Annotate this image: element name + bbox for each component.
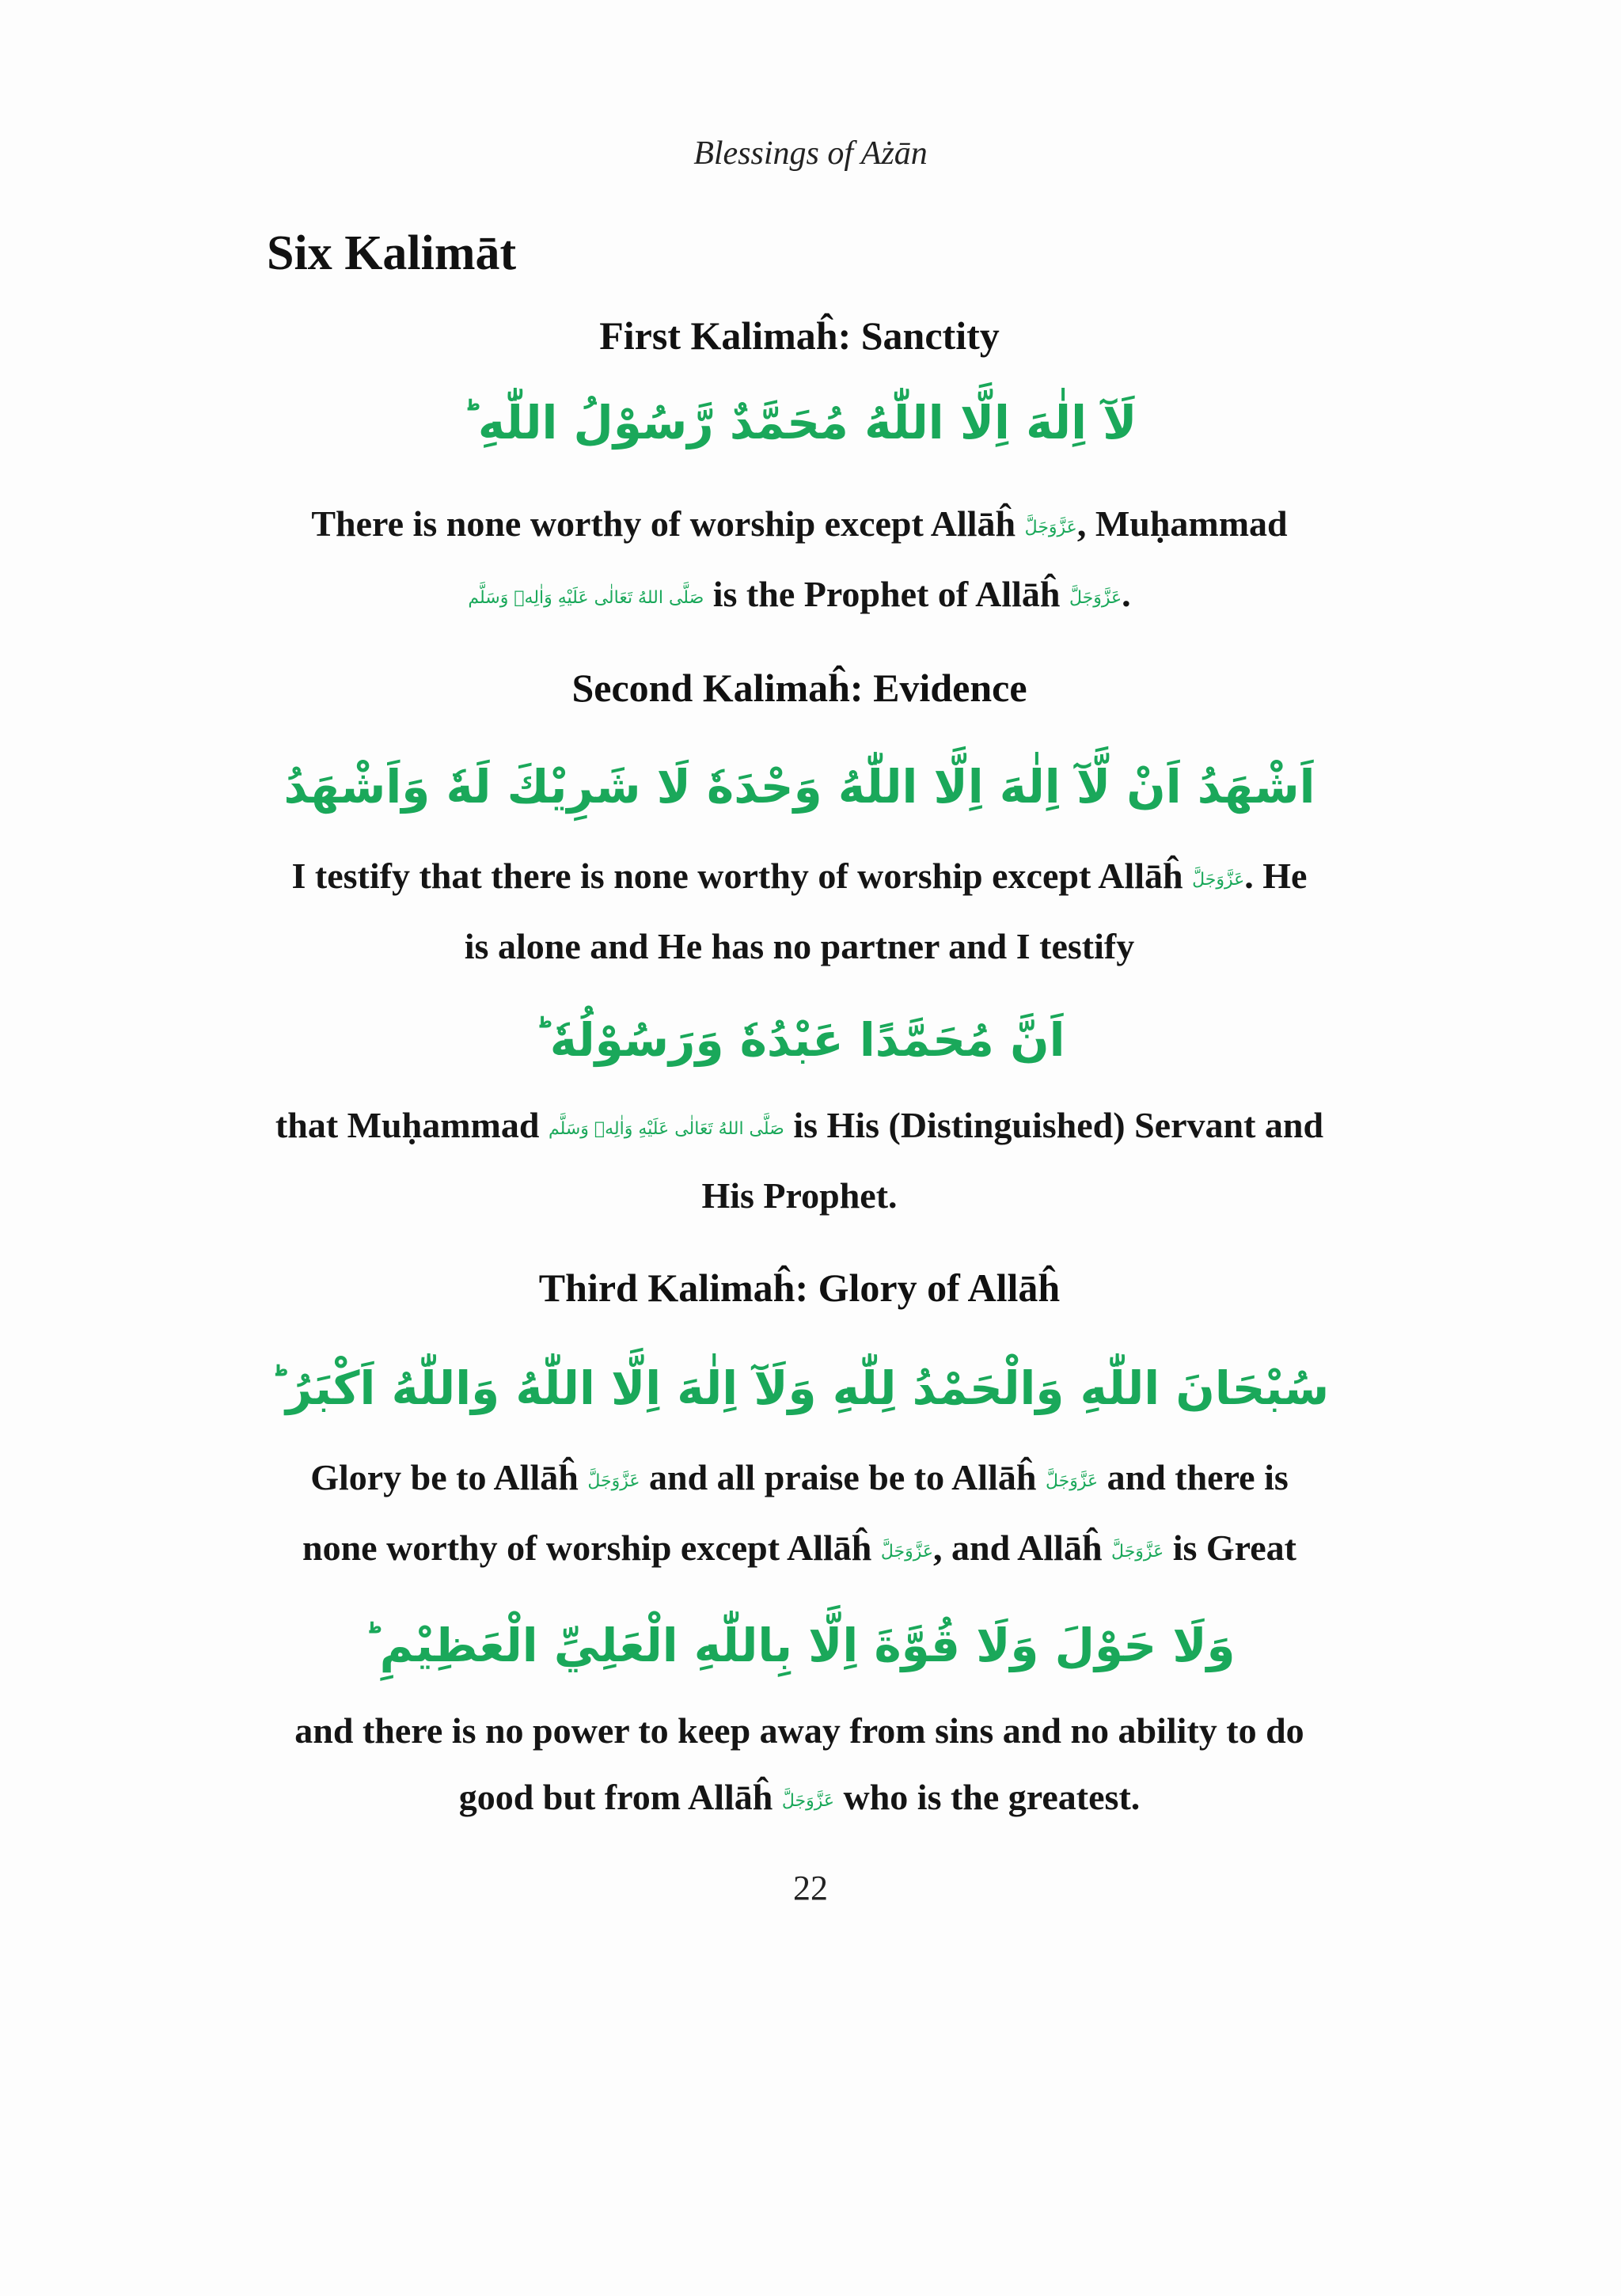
third-kalimah-translation-2 xyxy=(237,1698,1361,1835)
page-number: 22 xyxy=(793,1869,828,1907)
translation-line: that Muḥammad صَلَّى اللهُ تَعَالٰى عَلَيْهِ وَاٰلِهٖ وَسَلَّم is His (Distinguished) Servant and xyxy=(275,1105,1324,1145)
translation-line: صَلَّى اللهُ تَعَالٰى عَلَيْهِ وَاٰلِهٖ وَسَلَّم is the Prophet of Allāĥ عَزَّوَجَلَّ. xyxy=(468,574,1131,614)
honorific-azza-wa-jalla: عَزَّوَجَلَّ xyxy=(1192,870,1245,890)
honorific-salallahu: صَلَّى اللهُ تَعَالٰى عَلَيْهِ وَاٰلِهٖ وَسَلَّم xyxy=(548,1119,784,1139)
second-kalimah-translation-1 xyxy=(237,843,1361,980)
first-kalimah-arabic: لَآ اِلٰهَ اِلَّا اللّٰهُ مُحَمَّدٌ رَّسُوْلُ اللّٰهِ ؕ xyxy=(461,396,1137,450)
translation-line: none worthy of worship except Allāĥ عَزَّوَجَلَّ, and Allāĥ عَزَّوَجَلَّ is Great xyxy=(302,1528,1296,1568)
second-kalimah-arabic-2: اَنَّ مُحَمَّدًا عَبْدُهٗ وَرَسُوْلُهٗ ؕ xyxy=(533,1013,1065,1067)
translation-line: Glory be to Allāĥ عَزَّوَجَلَّ and all praise be to Allāĥ عَزَّوَجَلَّ and there is xyxy=(310,1457,1289,1497)
translation-line: good but from Allāĥ عَزَّوَجَلَّ who is the greatest. xyxy=(458,1777,1141,1817)
translation-line: and there is no power to keep away from sins and no ability to do xyxy=(294,1710,1304,1751)
translation-line: His Prophet. xyxy=(701,1175,898,1216)
second-kalimah-title: Second Kalimaĥ: Evidence xyxy=(571,666,1027,710)
honorific-azza-wa-jalla: عَزَّوَجَلَّ xyxy=(781,1791,834,1811)
honorific-salallahu: صَلَّى اللهُ تَعَالٰى عَلَيْهِ وَاٰلِهٖ وَسَلَّم xyxy=(468,588,704,608)
honorific-azza-wa-jalla: عَزَّوَجَلَّ xyxy=(880,1542,934,1562)
honorific-azza-wa-jalla: عَزَّوَجَلَّ xyxy=(1024,518,1077,537)
translation-line: I testify that there is none worthy of worship except Allāĥ عَزَّوَجَلَّ. He xyxy=(291,856,1308,896)
honorific-azza-wa-jalla: عَزَّوَجَلَّ xyxy=(587,1471,640,1491)
third-kalimah-arabic-1: سُبْحَانَ اللّٰهِ وَالْحَمْدُ لِلّٰهِ وَلَآ اِلٰهَ اِلَّا اللّٰهُ وَاللّٰهُ اَكْبَرُ ؕ xyxy=(269,1361,1330,1415)
third-kalimah-title: Third Kalimaĥ: Glory of Allāĥ xyxy=(538,1266,1061,1310)
chapter-title: Six Kalimāt xyxy=(267,226,517,280)
honorific-azza-wa-jalla: عَزَّوَجَلَّ xyxy=(1045,1471,1099,1491)
running-head: Blessings of Ażān xyxy=(693,135,928,172)
honorific-azza-wa-jalla: عَزَّوَجَلَّ xyxy=(1069,588,1122,608)
honorific-azza-wa-jalla: عَزَّوَجَلَّ xyxy=(1111,1542,1164,1562)
second-kalimah-translation-2 xyxy=(237,1092,1361,1229)
third-kalimah-translation-1 xyxy=(237,1444,1361,1585)
second-kalimah-arabic-1: اَشْهَدُ اَنْ لَّآ اِلٰهَ اِلَّا اللّٰهُ وَحْدَهٗ لَا شَرِيْكَ لَهٗ وَاَشْهَدُ xyxy=(283,760,1315,814)
third-kalimah-arabic-2: وَلَا حَوْلَ وَلَا قُوَّةَ اِلَّا بِاللّٰهِ الْعَلِيِّ الْعَظِيْمِ ؕ xyxy=(363,1619,1236,1672)
translation-line: There is none worthy of worship except Allāĥ عَزَّوَجَلَّ, Muḥammad xyxy=(311,503,1288,544)
first-kalimah-title: First Kalimaĥ: Sanctity xyxy=(599,313,1000,358)
first-kalimah-translation xyxy=(237,491,1361,632)
translation-line: is alone and He has no partner and I testify xyxy=(464,926,1135,966)
